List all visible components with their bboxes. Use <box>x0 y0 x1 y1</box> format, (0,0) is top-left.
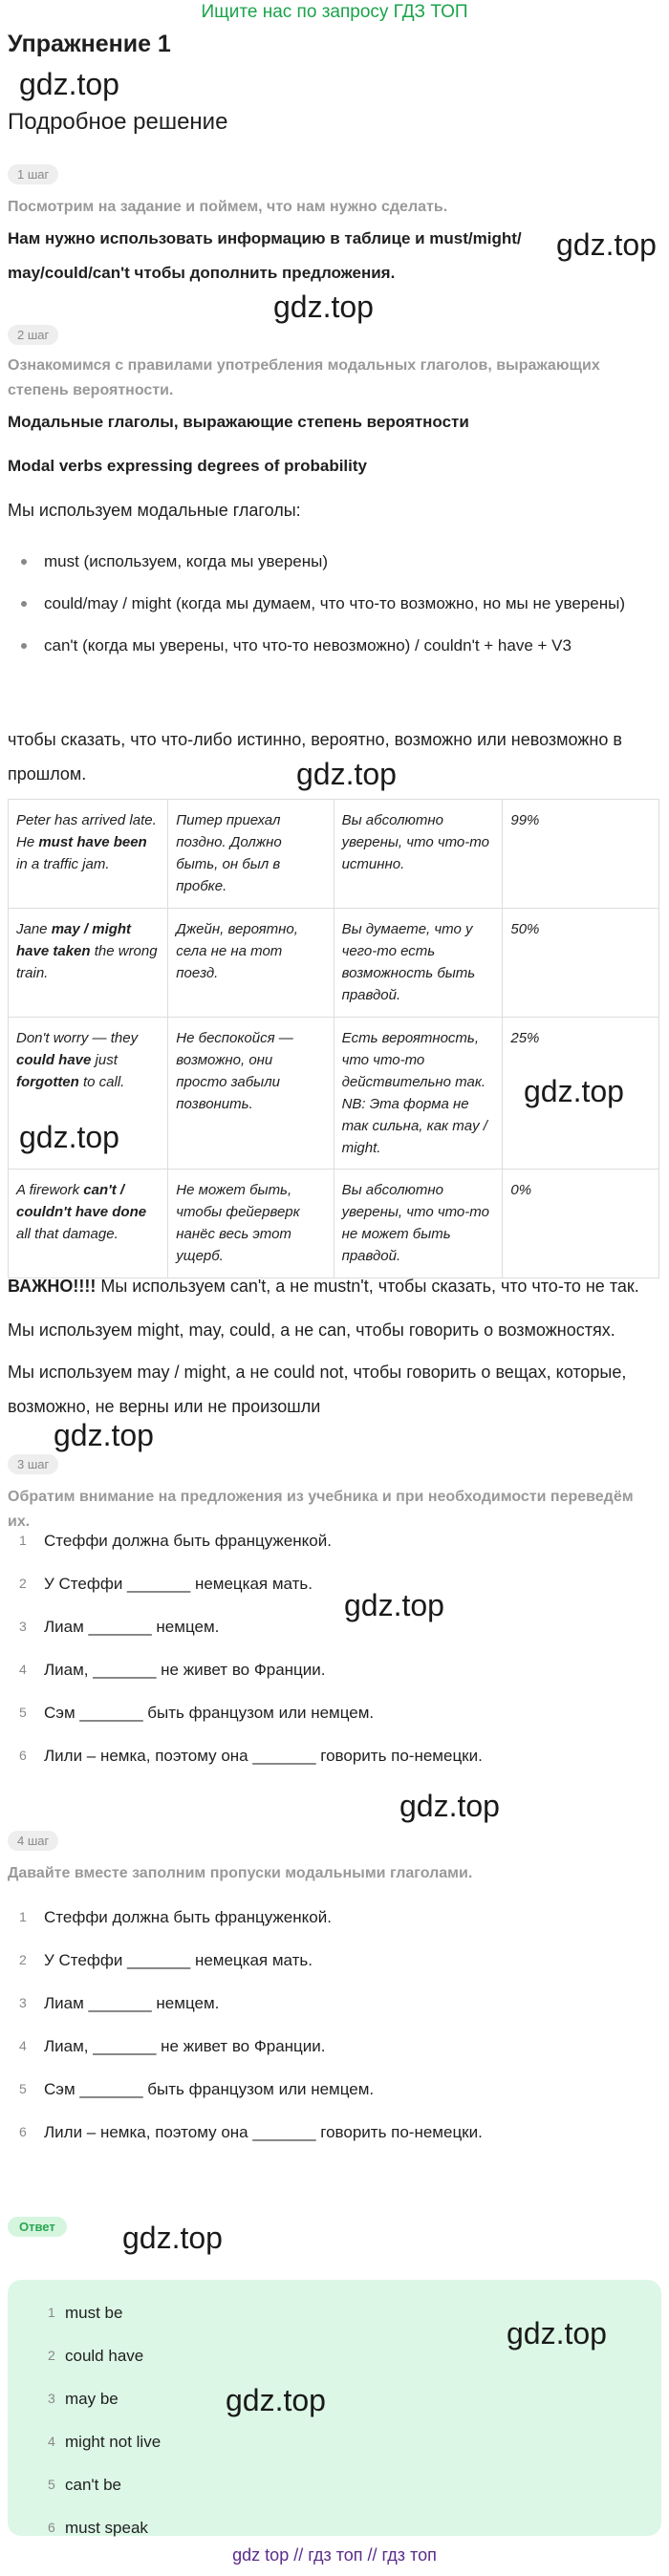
top-search-link[interactable]: Ищите нас по запросу ГДЗ ТОП <box>201 2 468 22</box>
list-item: 1 Стеффи должна быть француженкой. <box>19 1908 332 1926</box>
rule-may-might-not: Мы используем may / might, а не could not, чтобы говорить о вещах, которые, возможно, не верны или не произошли <box>8 1363 627 1416</box>
table-cell-meaning: Есть вероятность, что что-то действительно так. NB: Эта форма не так сильна, как may / might. <box>334 1018 503 1170</box>
watermark: gdz.top <box>507 2316 607 2351</box>
answer-item: 6 must speak <box>48 2519 148 2537</box>
list-item: 5 Сэм _______ быть французом или немцем. <box>19 2080 375 2098</box>
watermark: gdz.top <box>273 290 374 324</box>
important-note: ВАЖНО!!!! Мы используем can't, а не mustn't, чтобы сказать, что что-то не так. <box>8 1277 639 1296</box>
list-item: 2 У Стеффи _______ немецкая мать. <box>19 1951 313 1969</box>
step-2-intro: Мы используем модальные глаголы: <box>8 501 301 520</box>
step-4-list <box>8 1896 658 2154</box>
list-item: 6 Лили – немка, поэтому она _______ говорить по-немецки. <box>19 2123 483 2141</box>
step-3-note: Обратим внимание на предложения из учебника и при необходимости переведём их. <box>8 1489 634 1530</box>
table-cell-percent: 0% <box>503 1170 659 1278</box>
table-row <box>9 909 659 1018</box>
bullet-item: could/may / might (когда мы думаем, что что-то возможно, но мы не уверены) <box>8 587 658 621</box>
watermark: gdz.top <box>556 227 657 262</box>
watermark: gdz.top <box>296 757 397 791</box>
step-2-after: чтобы сказать, что что-либо истинно, вероятно, возможно или невозможно в прошлом. <box>8 730 622 784</box>
table-row <box>9 1170 659 1278</box>
table-cell-translation: Питер приехал поздно. Должно быть, он был в пробке. <box>168 800 334 909</box>
table-row <box>9 800 659 909</box>
watermark: gdz.top <box>19 1120 119 1154</box>
answer-item: 3 may be <box>48 2390 119 2408</box>
table-cell-meaning: Вы думаете, что у чего-то есть возможность быть правдой. <box>334 909 503 1018</box>
step-2-heading-en: Modal verbs expressing degrees of probability <box>8 457 367 475</box>
list-item: 3 Лиам _______ немцем. <box>19 1618 220 1636</box>
list-item: 4 Лиам, _______ не живет во Франции. <box>19 2037 326 2055</box>
page-title: Упражнение 1 <box>8 31 171 57</box>
step-2-note: Ознакомимся с правилами употребления модальных глаголов, выражающих степень вероятности. <box>8 357 600 398</box>
watermark: gdz.top <box>524 1074 624 1108</box>
table-cell-meaning: Вы абсолютно уверены, что что-то истинно. <box>334 800 503 909</box>
watermark: gdz.top <box>344 1588 444 1622</box>
bullet-item: must (используем, когда мы уверены) <box>8 545 658 579</box>
step-1-badge: 1 шаг <box>8 164 58 184</box>
step-2-badge: 2 шаг <box>8 325 58 345</box>
table-cell-percent: 99% <box>503 800 659 909</box>
watermark: gdz.top <box>54 1418 154 1452</box>
table-cell-meaning: Вы абсолютно уверены, что что-то не может быть правдой. <box>334 1170 503 1278</box>
table-cell-translation: Джейн, вероятно, села не на тот поезд. <box>168 909 334 1018</box>
watermark: gdz.top <box>19 67 119 101</box>
table-cell-percent: 50% <box>503 909 659 1018</box>
list-item: 1 Стеффи должна быть француженкой. <box>19 1532 332 1550</box>
step-3-list <box>8 1519 658 1777</box>
table-cell-example: A firework can't / couldn't have done all that damage. <box>9 1170 168 1278</box>
step-4-badge: 4 шаг <box>8 1831 58 1851</box>
modal-bullets <box>8 545 658 671</box>
bullet-dot-icon <box>21 559 27 565</box>
answer-item: 1 must be <box>48 2304 123 2322</box>
table-cell-translation: Не может быть, чтобы фейерверк нанёс весь этот ущерб. <box>168 1170 334 1278</box>
step-1-note: Посмотрим на задание и поймем, что нам нужно сделать. <box>8 199 448 215</box>
table-cell-example: Peter has arrived late. He must have been in a traffic jam. <box>9 800 168 909</box>
watermark: gdz.top <box>122 2221 223 2255</box>
watermark: gdz.top <box>226 2383 326 2417</box>
answer-badge: Ответ <box>8 2217 67 2237</box>
answer-item: 4 might not live <box>48 2433 162 2451</box>
list-item: 4 Лиам, _______ не живет во Франции. <box>19 1661 326 1679</box>
step-1-text-line-1: Нам нужно использовать информацию в таблице и must/might/ <box>8 229 522 247</box>
list-item: 6 Лили – немка, поэтому она _______ говорить по-немецки. <box>19 1747 483 1765</box>
bullet-dot-icon <box>21 601 27 607</box>
watermark: gdz.top <box>399 1789 500 1823</box>
rule-might-may: Мы используем might, may, could, а не can, чтобы говорить о возможностях. <box>8 1320 615 1340</box>
answer-item: 2 could have <box>48 2347 144 2365</box>
table-cell-example: Jane may / might have taken the wrong train. <box>9 909 168 1018</box>
list-item: 2 У Стеффи _______ немецкая мать. <box>19 1575 313 1593</box>
bullet-item: can't (когда мы уверены, что что-то невозможно) / couldn't + have + V3 <box>8 629 658 663</box>
table-cell-example: Don't worry — they could have just forgotten to call. <box>9 1018 168 1170</box>
footer-links[interactable]: gdz top // гдз топ // гдз топ <box>232 2545 437 2565</box>
answer-item: 5 can't be <box>48 2476 122 2494</box>
list-item: 5 Сэм _______ быть французом или немцем. <box>19 1704 375 1722</box>
step-4-note: Давайте вместе заполним пропуски модальными глаголами. <box>8 1865 473 1881</box>
bullet-dot-icon <box>21 643 27 649</box>
step-1-text-line-2: may/could/can't чтобы дополнить предложения. <box>8 264 396 282</box>
table-cell-translation: Не беспокойся — возможно, они просто забыли позвонить. <box>168 1018 334 1170</box>
probability-table <box>8 799 659 1278</box>
page-subtitle: Подробное решение <box>8 109 228 135</box>
list-item: 3 Лиам _______ немцем. <box>19 1994 220 2012</box>
table-cell-percent: 25% <box>503 1018 659 1170</box>
step-3-badge: 3 шаг <box>8 1454 58 1474</box>
step-2-heading-ru: Модальные глаголы, выражающие степень вероятности <box>8 413 469 431</box>
